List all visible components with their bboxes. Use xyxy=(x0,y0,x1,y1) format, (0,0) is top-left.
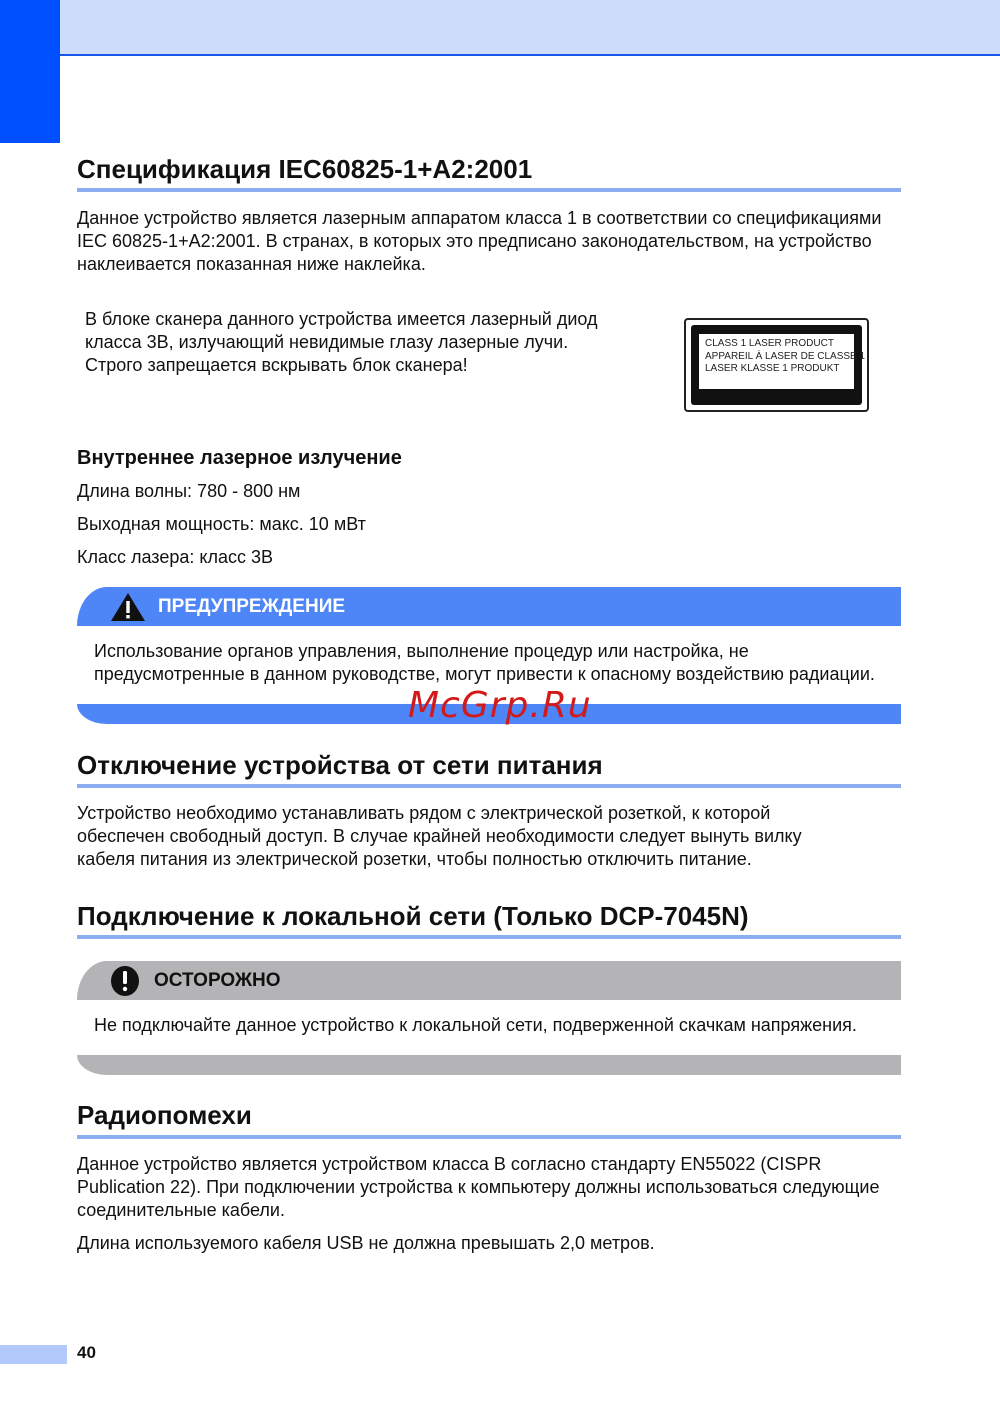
text-line: Publication 22). При подключении устройства к компьютеру должны использоваться следующие xyxy=(77,1177,880,1197)
wavelength-text: Длина волны: 780 - 800 нм xyxy=(77,481,301,501)
page-number: 40 xyxy=(77,1343,96,1362)
header-band xyxy=(60,0,1000,56)
section-title-lan: Подключение к локальной сети (Только DCP-7045N) xyxy=(77,901,749,931)
caution-header xyxy=(77,961,901,1000)
text-line: обеспечен свободный доступ. В случае крайней необходимости следует вынуть вилку xyxy=(77,826,802,846)
radio-paragraph xyxy=(77,1153,907,1222)
section-title-radio: Радиопомехи xyxy=(77,1100,252,1130)
internal-laser-heading: Внутреннее лазерное излучение xyxy=(77,447,402,469)
title-rule xyxy=(77,935,901,939)
caution-title: ОСТОРОЖНО xyxy=(154,969,281,991)
text-line: соединительные кабели. xyxy=(77,1200,285,1220)
warning-title: ПРЕДУПРЕЖДЕНИЕ xyxy=(158,595,346,617)
text-line: Данное устройство является устройством класса B согласно стандарту EN55022 (CISPR xyxy=(77,1154,822,1174)
title-rule xyxy=(77,784,901,788)
label-line: LASER KLASSE 1 PRODUKT xyxy=(705,363,840,374)
text-line: кабеля питания из электрической розетки, чтобы полностью отключить питание. xyxy=(77,849,752,869)
title-rule xyxy=(77,188,901,192)
power-paragraph xyxy=(77,802,907,871)
scanner-paragraph xyxy=(85,308,665,377)
warning-triangle-icon xyxy=(108,591,148,623)
watermark: McGrp.Ru xyxy=(408,685,592,726)
laser-label-image xyxy=(684,318,869,412)
text-line: наклеивается показанная ниже наклейка. xyxy=(77,254,426,274)
section-title-iec: Спецификация IEC60825-1+A2:2001 xyxy=(77,154,533,184)
exclamation-circle-icon xyxy=(109,965,141,997)
section-title-power: Отключение устройства от сети питания xyxy=(77,750,603,780)
iec-paragraph xyxy=(77,207,907,276)
caution-footer-bar xyxy=(77,1055,901,1075)
text-line: Устройство необходимо устанавливать рядом с электрической розеткой, к которой xyxy=(77,803,771,823)
power-text: Выходная мощность: макс. 10 мВт xyxy=(77,514,366,534)
text-line: В блоке сканера данного устройства имеется лазерный диод xyxy=(85,309,598,329)
warning-text xyxy=(94,640,914,686)
label-line: APPAREIL À LASER DE CLASSE 1 xyxy=(705,350,866,362)
usb-cable-text: Длина используемого кабеля USB не должна превышать 2,0 метров. xyxy=(77,1233,655,1253)
title-rule xyxy=(77,1135,901,1139)
text-line: Данное устройство является лазерным аппаратом класса 1 в соответствии со спецификациями xyxy=(77,208,882,228)
text-line: класса 3B, излучающий невидимые глазу лазерные лучи. xyxy=(85,332,569,352)
text-line: Использование органов управления, выполнение процедур или настройка, не xyxy=(94,641,749,661)
text-line: IEC 60825-1+A2:2001. В странах, в которых это предписано законодательством, на устройство xyxy=(77,231,872,251)
label-line: CLASS 1 LASER PRODUCT xyxy=(705,338,834,349)
warning-header xyxy=(77,587,901,626)
chapter-tab xyxy=(0,0,60,143)
laser-class-text: Класс лазера: класс 3B xyxy=(77,547,274,567)
text-line: предусмотренные в данном руководстве, могут привести к опасному воздействию радиации. xyxy=(94,664,875,684)
caution-text: Не подключайте данное устройство к локальной сети, подверженной скачкам напряжения. xyxy=(94,1015,857,1035)
text-line: Строго запрещается вскрывать блок сканера! xyxy=(85,355,468,375)
page-number-bar xyxy=(0,1345,67,1364)
